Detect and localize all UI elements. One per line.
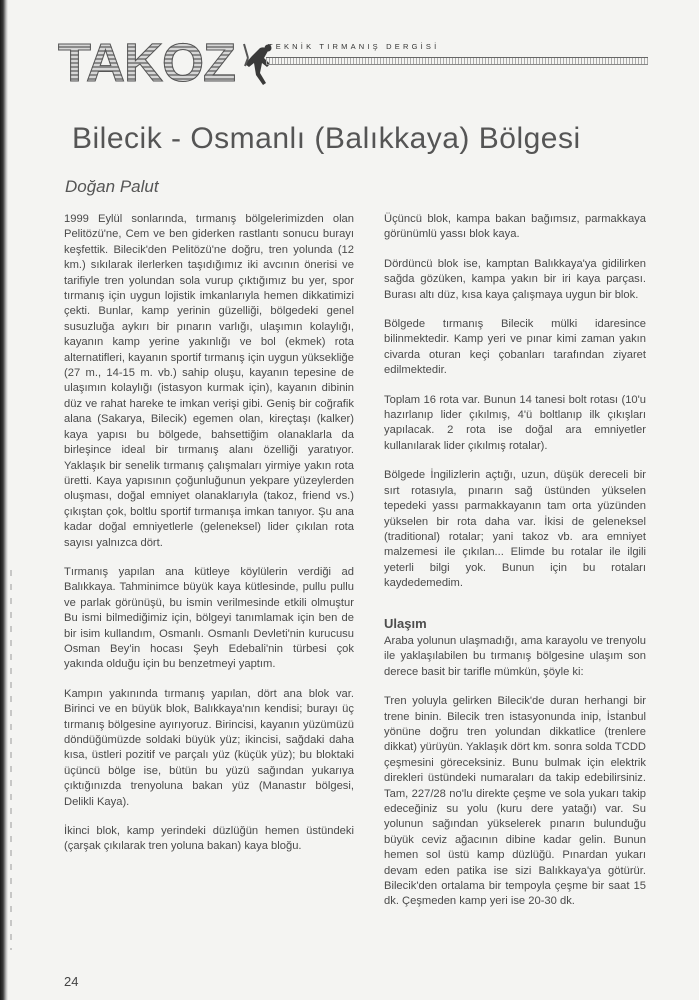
right-column <box>384 212 646 924</box>
magazine-logo: TAKOZ <box>58 33 235 93</box>
author-name: Doğan Palut <box>65 177 159 196</box>
paragraph: İkinci blok, kamp yerindeki düzlüğün hemen üstündeki (çarşak çıkılarak tren yoluna bakan) kaya bloğu. <box>64 825 354 853</box>
paragraph: Tren yoluyla gelirken Bilecik'de duran herhangi bir trene binin. Bilecik tren istasyonunda inip, İstanbul yönüne doğru tren yolundan dikkatlice (trenlere dikkat) yürüyün. Yaklaşık dört km. sonra solda TCDD çeşmesini göreceksiniz. Bunu bulmak için elektrik direkleri üstündeki numaraları da takip edebilirsiniz. Tam, 227/28 no'lu direkte çeşme ve sola yukarı takip edeceğiniz su yolu (kuru dere yatağı) var. Su yolunun sağından yükselerek pınarın bulunduğu büyük ceviz ağacının dibine kadar gelin. Bunun hemen sol üstü kamp düzlüğü. Pınardan yukarı devam eden patika ise sizi Balıkkaya'ya götürür. Bilecik'den ortalama bir tempoyla çeşme bir saat 15 dk. Çeşmeden kamp yeri ise 20-30 dk. <box>384 695 646 908</box>
paragraph: Bölgede tırmanış Bilecik mülki idaresince bilinmektedir. Kamp yeri ve pınar kimi zaman yakın civarda oturan keçi çobanları tarafından ziyaret edilmektedir. <box>384 318 646 377</box>
masthead-rule <box>266 57 648 65</box>
paragraph: Tırmanış yapılan ana kütleye köylülerin verdiği ad Balıkkaya. Tahminimce büyük kaya kütlesinde, pullu pullu ve parlak görünüşü, bu ismin verilmesinde etkili olmuştur Bu ismi bilmediğimiz için, bölgeyi tanımlamak için ben de bir isim kullandım, Osmanlı. Osmanlı Devleti'nin kurucusu Osman Bey'in hocası Şeyh Edebali'nin türbesi çok yakında olduğu için bu benzetmeyi yaptım. <box>64 565 354 671</box>
magazine-subtitle: TEKNİK TIRMANIŞ DERGİSİ <box>268 42 440 51</box>
paragraph: Kampın yakınında tırmanış yapılan, dört ana blok var. Birinci ve en büyük blok, Balıkkaya'nın kendisi; burayı üç tırmanış bölgesine ayırıyoruz. Birincisi, kayanın yüzümüzü döndüğümüzde soldaki büyük yüz; ikincisi, sağdaki daha kısa, üstleri pozitif ve parçalı yüz (küçük yüz); bu bloktaki üçüncü bölge ise, bütün bu yüzü sağından yukarıya çıktığınızda trenyoluna bakan yüz (Manastır bölgesi, Delikli Kaya). <box>64 687 354 808</box>
paragraph: Araba yolunun ulaşmadığı, ama karayolu ve trenyolu ile yaklaşılabilen bu tırmanış bölgesine ulaşım son derece basit bir tarifle mümkün, şöyle ki: <box>384 634 646 678</box>
paragraph: Üçüncü blok, kampa bakan bağımsız, parmakkaya görünümlü yassı blok kaya. <box>384 213 646 241</box>
paragraph: Toplam 16 rota var. Bunun 14 tanesi bolt rotası (10'u hazırlanıp lider çıkılmış, 4'ü boltlanıp ilk çıkışları yapılacak. 2 rota ise doğal ara emniyetler kullanılarak lider çıkılmış rotalar). <box>384 393 646 452</box>
paragraph: 1999 Eylül sonlarında, tırmanış bölgelerimizden olan Pelitözü'ne, Cem ve ben giderken rastlantı sonucu burayı keşfettik. Bilecik'den Pelitözü'ne doğru, tren yolunda (12 km.) sıkılarak ilerlerken taşıdığımız iki avcının önerisi ve tarifiyle tren yolundan sola vurup çıktığımız bu yer, spor tırmanış için uygun lojistik imkanlarıyla hemen dikkatimizi çekti. Bunlar, kamp yerinin güzelliği, bölgedeki genel susuzluğa aykırı bir pınarın varlığı, ulaşımın kolaylığı, kayanın kamp yerine yakınlığı ve bol (ekmek) rota alternatifleri, kayanın sportif tırmanış için uygun yüksekliğe (27 m., 14-15 m. vb.) sahip oluşu, kayanın tepesine de ulaşımın kolaylığı (istasyon kurmak için), kayanın dibinin düz ve rahat hareke te imkan verişi gibi. Geniş bir coğrafik alana (Sakarya, Bilecik) egemen olan, kireçtaşı (kalker) kaya yapısı bu bölgede, bahsettiğim olanaklarla da birleşince ideal bir tırmanış alanı özelliği yaratıyor. Yaklaşık bir senelik tırmanış çalışmaları yirmiye yakın rota üretti. Kaya yapısının çoğunluğunun yekpare yüzeylerden oluşması, doğal emniyet olanaklarıyla (takoz, friend vs.) çıkıştan çok, boltlu sportif tırmanışa imkan tanıyor. Şu ana kadar doğal emniyetlerle (geleneksel) lider çıkılan rota sayısı yalnızca dört. <box>64 213 354 549</box>
paragraph: Dördüncü blok ise, kamptan Balıkkaya'ya gidilirken sağda gözüken, kampa yakın bir iri kaya parçası. Burası altı düz, kısa kaya çalışmaya uygun bir blok. <box>384 257 646 301</box>
binding-edge-marks <box>10 570 12 950</box>
page-number: 24 <box>64 974 79 989</box>
binding-edge <box>0 0 8 1000</box>
left-column <box>64 212 354 869</box>
masthead <box>58 30 648 92</box>
article-title: Bilecik - Osmanlı (Balıkkaya) Bölgesi <box>72 122 581 155</box>
paragraph: Bölgede İngilizlerin açtığı, uzun, düşük dereceli bir sırt rotasıyla, pınarın sağ üstünden yükselen tepedeki yassı parmakkayanın tam orta yüzünden yükselen bir rota daha var. İkisi de geleneksel (traditional) rotalar; yani takoz vb. ara emniyet malzemesi ile çıkılan... Elimde bu rotalar ile ilgili yeterli bilgi yok. Bunun için bu rotaları kaydedemedim. <box>384 469 646 590</box>
section-heading-ulasim: Ulaşım <box>384 615 427 631</box>
